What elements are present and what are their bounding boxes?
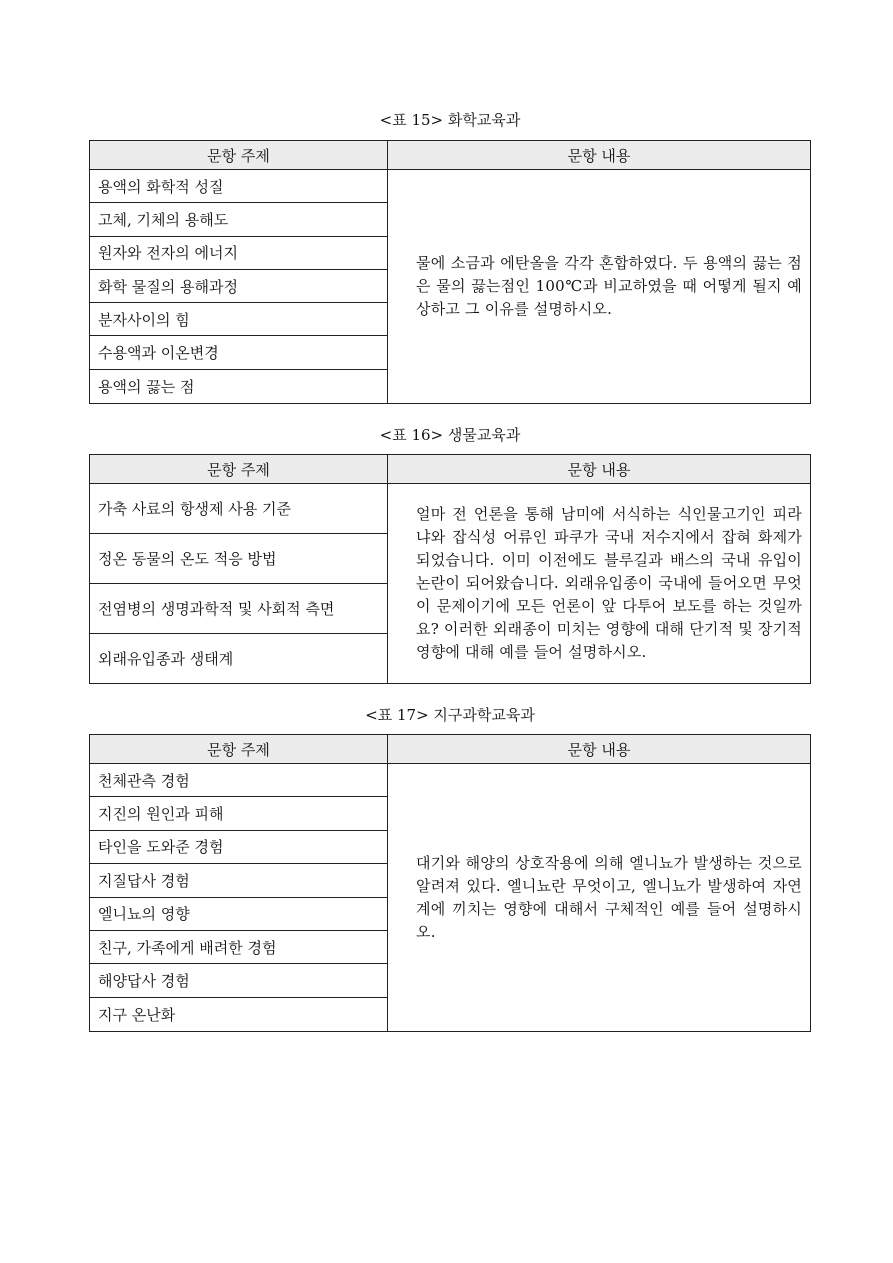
header-topic: 문항 주제 [90,735,388,763]
header-content: 문항 내용 [567,146,631,165]
table-caption: <표 17> 지구과학교육과 [365,706,535,724]
topic-cell: 분자사이의 힘 [90,303,387,336]
content-cell [388,170,810,403]
question-text: 얼마 전 언론을 통해 남미에 서식하는 식인물고기인 피라냐와 잡식성 어류인 파쿠가 국내 저수지에서 잡혀 화제가 되었습니다. 이미 이전에도 블루길과 배스의 국내 유입이 논란이 되어왔습니다. 외래유입종이 국내에 들어오면 무엇이 문제이기에 모든 언론이 앞 다투어 보도를 하는 것일까요? 이러한 외래종이 미치는 영향에 대해 단기적 및 장기적 영향에 대해 예를 들어 설명하시오. [416,505,802,661]
question-text: 물에 소금과 에탄올을 각각 혼합하였다. 두 용액의 끓는 점은 물의 끓는점인 100℃과 비교하였을 때 어떻게 될지 예상하고 그 이유를 설명하시오. [416,254,802,318]
topic-cell: 원자와 전자의 에너지 [90,237,387,270]
table-caption: <표 15> 화학교육과 [379,111,521,129]
header-topic: 문항 주제 [90,455,388,483]
content-cell [388,484,810,683]
topic-cell: 전염병의 생명과학적 및 사회적 측면 [90,584,387,634]
topic-cell: 정온 동물의 온도 적응 방법 [90,534,387,584]
topic-cell: 천체관측 경험 [90,764,387,797]
question-table-chemistry [89,140,811,404]
topic-cell: 지진의 원인과 피해 [90,797,387,830]
topic-cell: 고체, 기체의 용해도 [90,203,387,236]
table-header [90,455,810,484]
topic-cell: 엘니뇨의 영향 [90,898,387,931]
topic-cell: 지질답사 경험 [90,864,387,897]
header-content: 문항 내용 [567,460,631,479]
question-table-biology [89,454,811,684]
question-table-earth-science [89,734,811,1032]
topic-cell: 화학 물질의 용해과정 [90,270,387,303]
table-caption: <표 16> 생물교육과 [379,426,521,444]
topic-cell: 수용액과 이온변경 [90,336,387,369]
topic-cell: 타인을 도와준 경험 [90,831,387,864]
topic-cell: 용액의 끓는 점 [98,377,195,396]
topic-cell: 가축 사료의 항생제 사용 기준 [90,484,387,534]
header-content: 문항 내용 [567,740,631,759]
topic-cell: 용액의 화학적 성질 [90,170,387,203]
content-cell [388,764,810,1031]
topic-cell: 지구 온난화 [98,1005,176,1024]
question-text: 대기와 해양의 상호작용에 의해 엘니뇨가 발생하는 것으로 알려져 있다. 엘니뇨란 무엇이고, 엘니뇨가 발생하여 자연계에 끼치는 영향에 대해서 구체적인 예를 들어 설명하시오. [416,853,802,941]
table-header [90,141,810,170]
topic-cell: 친구, 가족에게 배려한 경험 [90,931,387,964]
table-header [90,735,810,764]
header-topic: 문항 주제 [90,141,388,169]
topic-cell: 외래유입종과 생태계 [98,650,234,668]
topic-cell: 해양답사 경험 [90,964,387,997]
